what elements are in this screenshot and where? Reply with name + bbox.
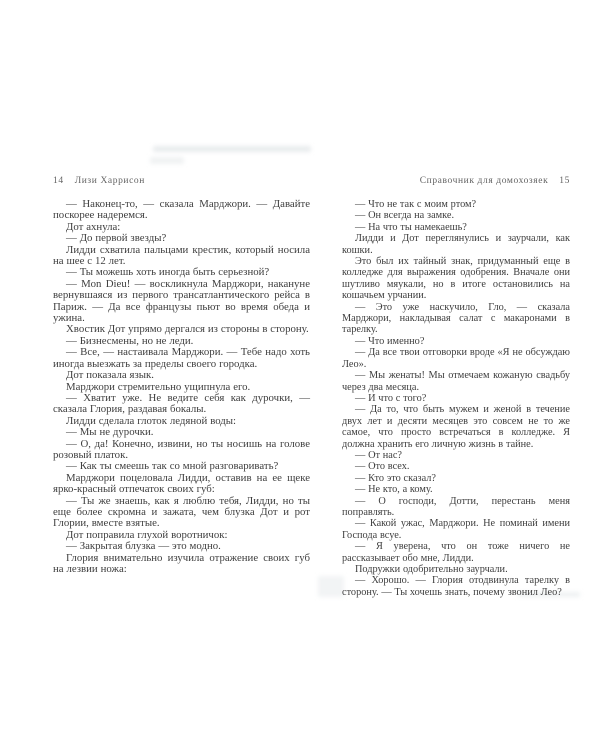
left-page (53, 176, 310, 575)
paragraph: — Все, — настаивала Марджори. — Тебе надо хоть иногда выезжать за пределы своего городка. (53, 346, 310, 370)
paragraph: Дот показала язык. (66, 369, 154, 382)
right-page-number: 15 (559, 176, 570, 186)
paragraph: Подружки одобрительно заурчали. (355, 564, 508, 575)
paragraph: Дот ахнула: (66, 220, 121, 233)
paragraph: — Да то, что быть мужем и женой в течение двух лет и десяти месяцев это совсем не то же самое, что просто встречаться в колледже. Я должна хранить его личную жизнь в тайне. (342, 404, 570, 450)
paragraph: Марджори поцеловала Лидди, оставив на ее щеке ярко-красный отпечаток своих губ: (53, 471, 310, 496)
paragraph: — Бизнесмены, но не леди. (66, 334, 194, 347)
paragraph: Лидди и Дот переглянулись и заурчали, как кошки. (342, 233, 570, 256)
paragraph: — Я уверена, что он тоже ничего не рассказывает обо мне, Лидди. (342, 541, 570, 564)
paragraph: Лидди сделала глоток ледяной воды: (66, 414, 237, 427)
right-page-header (342, 176, 570, 186)
paragraph: — До первой звезды? (66, 232, 167, 245)
left-running-title: Лизи Харрисон (74, 176, 145, 186)
paragraph: — Ты можешь хоть иногда быть серьезной? (66, 266, 270, 279)
paragraph: — Что не так с моим ртом? (355, 199, 477, 210)
paragraph: — От нас? (355, 449, 403, 461)
page-edge-shadow-top-small (150, 157, 184, 164)
paragraph: Это был их тайный знак, придуманный еще в колледже для выражения одобрения. Вначале они шутливо мяукали, но в итоге остановились на кошачьем урчании. (342, 256, 570, 302)
paragraph: Лидди схватила пальцами крестик, который носила на шее с 12 лет. (53, 243, 310, 268)
paragraph: — Мы женаты! Мы отмечаем кожаную свадьбу через два месяца. (342, 370, 570, 393)
paragraph: — Ты же знаешь, как я люблю тебя, Лидди, но ты еще более скромна и зажата, чем блузка Дот и рот Глории, вместе взятые. (53, 494, 310, 530)
paragraph: — Что именно? (355, 335, 425, 347)
page-edge-shadow-bottom-left (318, 576, 344, 597)
paragraph: — Какой ужас, Марджори. Не поминай имени Господа всуе. (342, 518, 570, 541)
page-edge-shadow-top (153, 146, 311, 152)
right-page-text (342, 199, 570, 598)
paragraph: — Не кто, а кому. (355, 484, 433, 496)
paragraph: — И что с того? (355, 392, 427, 404)
left-page-number: 14 (53, 176, 64, 186)
paragraph: — О господи, Дотти, перестань меня поправлять. (342, 495, 570, 518)
paragraph: — Наконец-то, — сказала Марджори. — Давайте поскорее надеремся. (53, 198, 310, 222)
left-page-header (53, 176, 310, 186)
paragraph: — Кто это сказал? (355, 472, 436, 484)
paragraph: — Хорошо. — Глория отодвинула тарелку в сторону. — Ты хочешь знать, почему звонил Лео? (342, 575, 570, 598)
paragraph: — Это уже наскучило, Гло, — сказала Марджори, накладывая салат с макаронами в тарелку. (342, 301, 570, 336)
paragraph: — Хватит уже. Не ведите себя как дурочки, — сказала Глория, раздавая бокалы. (53, 391, 310, 416)
right-running-title: Справочник для домохозяек (419, 176, 549, 186)
paragraph: — Как ты смеешь так со мной разговаривать? (66, 460, 279, 473)
paragraph: — Он всегда на замке. (355, 210, 455, 222)
paragraph: — О, да! Конечно, извини, но ты носишь на голове розовый платок. (53, 437, 310, 461)
paragraph: — Да все твои отговорки вроде «Я не обсуждаю Лео». (342, 347, 570, 370)
paragraph: — Мы не дурочки. (66, 426, 154, 439)
paragraph: — Закрытая блузка — это модно. (66, 540, 221, 553)
paragraph: — Mon Dieu! — воскликнула Марджори, накануне вернувшаяся из первого трансатлантического рейса в Париж. — Да все французы пьют во время обеда и ужина. (53, 277, 310, 325)
paragraph: — На что ты намекаешь? (355, 221, 467, 233)
paragraph: Марджори стремительно ущипнула его. (66, 380, 251, 393)
paragraph: — Ото всех. (355, 461, 410, 473)
right-page (342, 176, 570, 598)
paragraph: Хвостик Дот упрямо дергался из стороны в сторону. (66, 323, 309, 336)
paragraph: Дот поправила глухой воротничок: (66, 528, 228, 541)
paragraph: Глория внимательно изучила отражение своих губ на лезвии ножа: (53, 551, 310, 575)
left-page-text (53, 199, 310, 575)
